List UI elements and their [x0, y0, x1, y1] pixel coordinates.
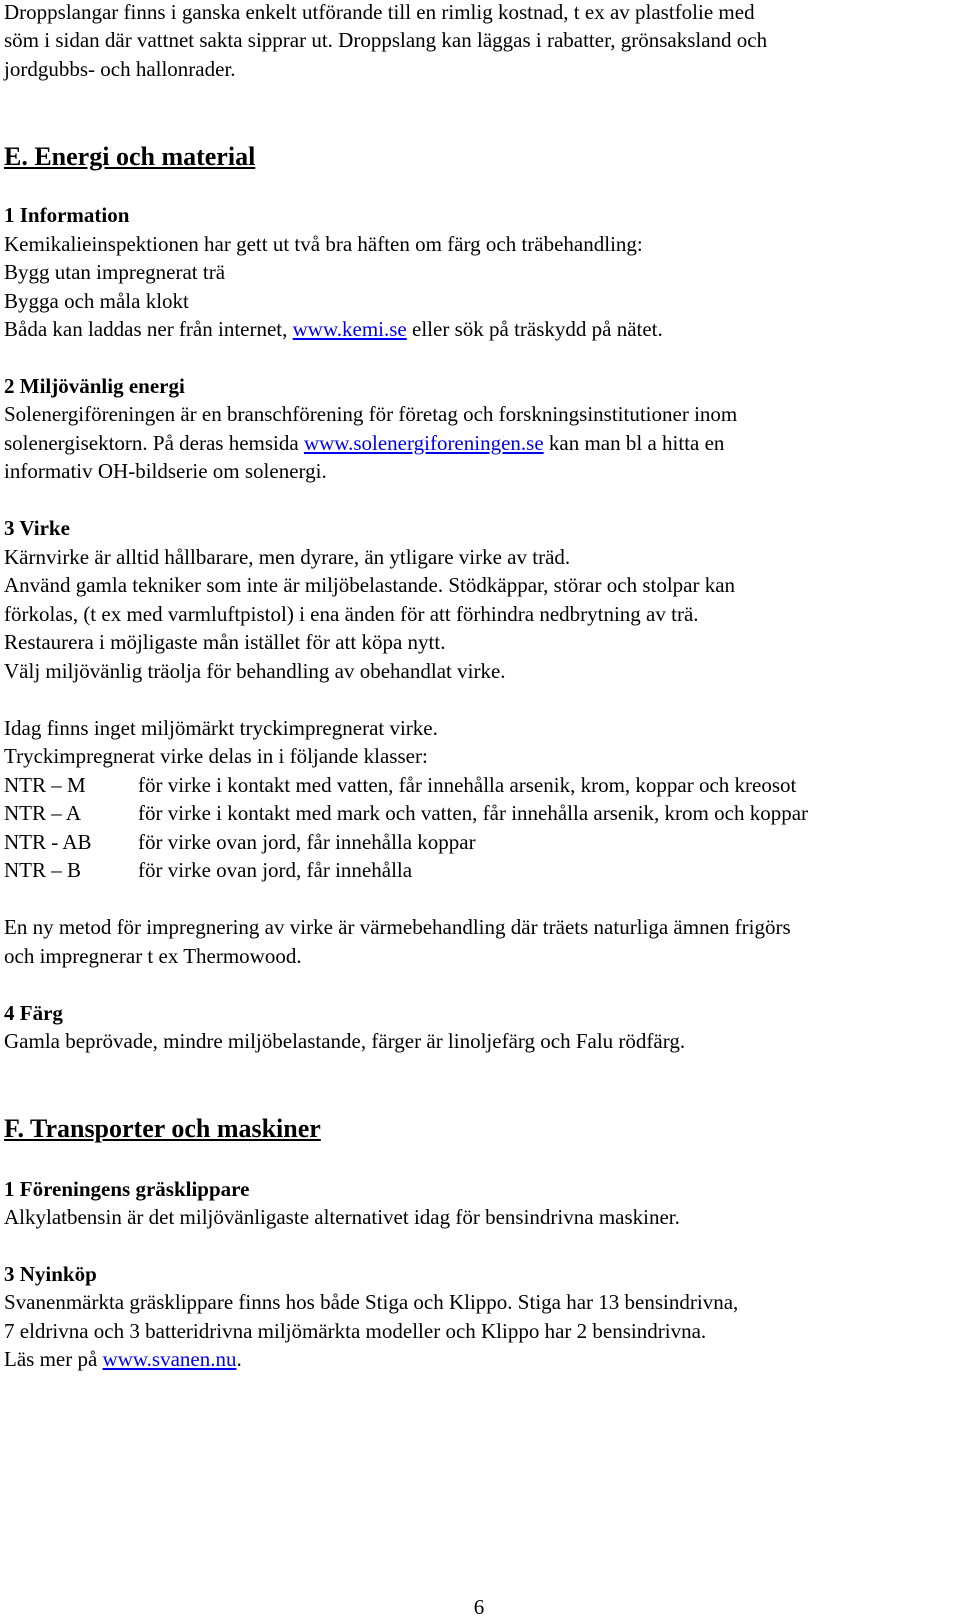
intro-line: Droppslangar finns i ganska enkelt utförande till en rimlig kostnad, t ex av plastfolie med: [4, 0, 755, 24]
ntr-code: NTR – M: [4, 773, 86, 797]
paragraph-line: Idag finns inget miljömärkt tryckimpregnerat virke.: [4, 716, 438, 740]
text-span: kan man bl a hitta en: [543, 431, 725, 455]
text-span: Läs mer på: [4, 1347, 103, 1371]
paragraph-line: [4, 1347, 242, 1371]
paragraph-line: En ny metod för impregnering av virke är värmebehandling där träets naturliga ämnen frigörs: [4, 915, 791, 939]
heading-energi: 2 Miljövänlig energi: [4, 374, 185, 398]
paragraph-line: Bygga och måla klokt: [4, 289, 189, 313]
ntr-code: NTR – A: [4, 801, 82, 825]
ntr-desc: för virke i kontakt med vatten, får innehålla arsenik, krom, koppar och kreosot: [138, 773, 797, 797]
ntr-desc: för virke i kontakt med mark och vatten, får innehålla arsenik, krom och koppar: [138, 801, 809, 825]
text-span: solenergisektorn. På deras hemsida: [4, 431, 304, 455]
heading-grasklippare: 1 Föreningens gräsklippare: [4, 1177, 250, 1201]
ntr-class-row: [4, 858, 412, 882]
paragraph-line: Alkylatbensin är det miljövänligaste alternativet idag för bensindrivna maskiner.: [4, 1205, 680, 1229]
section-e-title: E. Energi och material: [4, 142, 256, 171]
paragraph-line: Svanenmärkta gräsklippare finns hos både Stiga och Klippo. Stiga har 13 bensindrivna,: [4, 1290, 739, 1314]
paragraph-line: informativ OH-bildserie om solenergi.: [4, 459, 327, 483]
paragraph-line: Bygg utan impregnerat trä: [4, 260, 226, 284]
ntr-class-row: [4, 773, 796, 797]
paragraph-line: förkolas, (t ex med varmluftpistol) i ena änden för att förhindra nedbrytning av trä.: [4, 602, 699, 626]
paragraph-line: Restaurera i möjligaste mån istället för att köpa nytt.: [4, 630, 446, 654]
paragraph-line: och impregnerar t ex Thermowood.: [4, 944, 302, 968]
paragraph-line: 7 eldrivna och 3 batteridrivna miljömärkta modeller och Klippo har 2 bensindrivna.: [4, 1319, 707, 1343]
heading-virke: 3 Virke: [4, 516, 70, 540]
text-span: .: [236, 1347, 242, 1371]
paragraph-line: Kemikalieinspektionen har gett ut två bra häften om färg och träbehandling:: [4, 232, 643, 256]
ntr-desc: för virke ovan jord, får innehålla koppar: [138, 830, 476, 854]
text-span: eller sök på träskydd på nätet.: [406, 317, 663, 341]
heading-nyinkop: 3 Nyinköp: [4, 1262, 97, 1286]
paragraph-line: Välj miljövänlig träolja för behandling av obehandlat virke.: [4, 659, 506, 683]
page-number: 6: [473, 1595, 485, 1619]
paragraph-line: [4, 431, 724, 455]
ntr-code: NTR – B: [4, 858, 82, 882]
paragraph-line: Solenergiföreningen är en branschförening för företag och forskningsinstitutioner inom: [4, 402, 738, 426]
heading-farg: 4 Färg: [4, 1001, 63, 1025]
heading-information: 1 Information: [4, 203, 130, 227]
text-span: Båda kan laddas ner från internet,: [4, 317, 293, 341]
intro-line: jordgubbs- och hallonrader.: [4, 57, 236, 81]
solenergi-link[interactable]: www.solenergiforeningen.se: [303, 431, 544, 455]
paragraph-line: Tryckimpregnerat virke delas in i följande klasser:: [4, 744, 428, 768]
ntr-code: NTR - AB: [4, 830, 92, 854]
svanen-link[interactable]: www.svanen.nu: [102, 1347, 237, 1371]
paragraph-line: Gamla beprövade, mindre miljöbelastande, färger är linoljefärg och Falu rödfärg.: [4, 1029, 686, 1053]
kemi-link[interactable]: www.kemi.se: [292, 317, 407, 341]
ntr-desc: för virke ovan jord, får innehålla: [138, 858, 413, 882]
ntr-class-row: [4, 801, 808, 825]
ntr-class-row: [4, 830, 476, 854]
paragraph-line: [4, 317, 663, 341]
paragraph-line: Kärnvirke är alltid hållbarare, men dyrare, än ytligare virke av träd.: [4, 545, 571, 569]
paragraph-line: Använd gamla tekniker som inte är miljöbelastande. Stödkäppar, störar och stolpar kan: [4, 573, 736, 597]
section-f-title: F. Transporter och maskiner: [4, 1114, 321, 1143]
intro-line: söm i sidan där vattnet sakta sipprar ut. Droppslang kan läggas i rabatter, grönsaksland och: [4, 28, 768, 52]
